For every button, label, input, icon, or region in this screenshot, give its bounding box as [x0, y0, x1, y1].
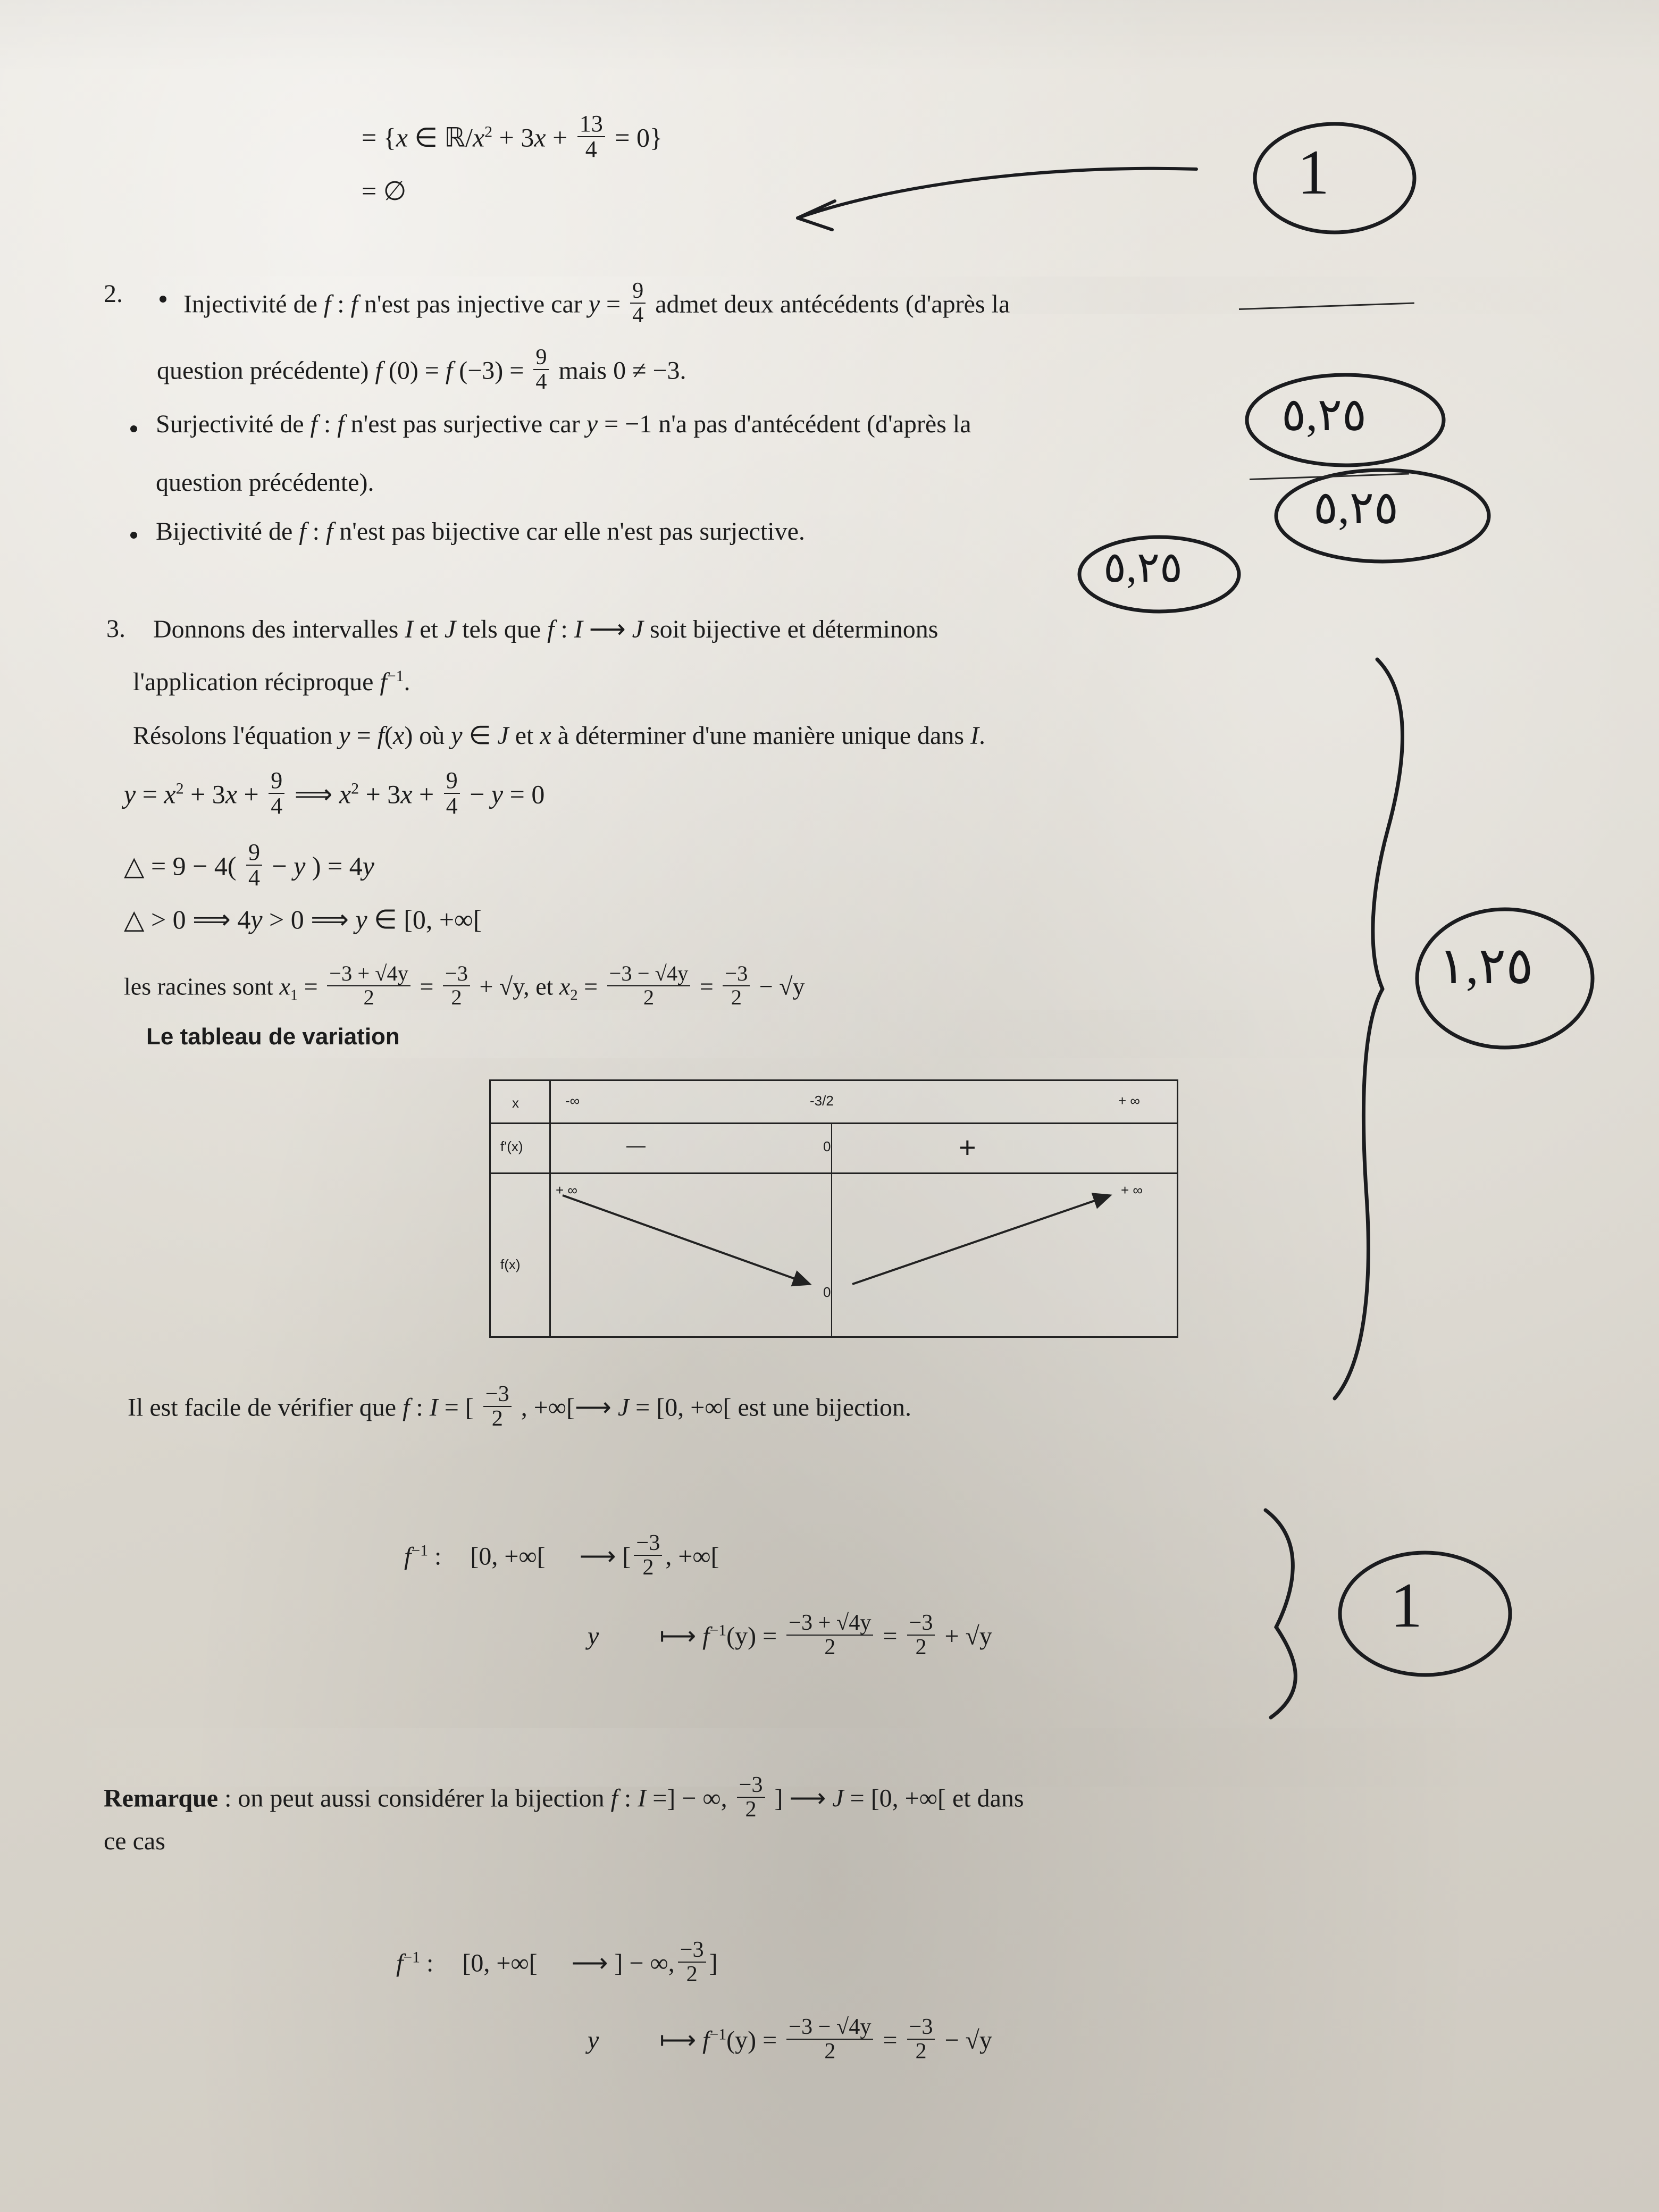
- frac-num: −3: [445, 961, 468, 985]
- f-symbol-2: f: [337, 410, 345, 438]
- arrow: ⟶: [571, 1949, 608, 1978]
- arrow: ⟶: [589, 615, 626, 643]
- grade-mark-2: ٥,٢٥: [1281, 389, 1367, 440]
- plus-sqrt-y: + √y,: [479, 973, 530, 1000]
- f-symbol: f: [299, 517, 306, 546]
- frac-9-4: [630, 279, 646, 328]
- surjectivity-line1: [156, 409, 971, 439]
- plusb: +: [419, 779, 434, 809]
- frac-den: 2: [483, 1406, 512, 1430]
- frac-minus3-2: [678, 1938, 706, 1987]
- eq3: =: [584, 973, 598, 1000]
- frac-den: 2: [723, 985, 750, 1009]
- empty-set-line: = ∅: [362, 176, 407, 206]
- and: et: [420, 615, 438, 643]
- frac-minus3-2: [634, 1531, 662, 1580]
- frac-13-4: [577, 112, 605, 162]
- text-b: soit bijective et déterminons: [649, 615, 939, 643]
- set-J2: J: [632, 615, 643, 643]
- x-value-plus-infinity: + ∞: [1118, 1093, 1140, 1109]
- remark-text-b: = [0, +∞[ et dans: [850, 1784, 1024, 1813]
- bijection-verification-line: [128, 1382, 911, 1431]
- interval-close-arrow: ] ⟶: [774, 1784, 826, 1813]
- var-y2: y: [491, 779, 504, 809]
- exp-2: 2: [484, 123, 493, 141]
- set-open: = {: [362, 122, 396, 153]
- frac-num: 9: [271, 767, 283, 793]
- plus3b: + 3: [365, 779, 401, 809]
- mapsto-arrow: ⟼: [659, 2026, 697, 2055]
- colon: :: [416, 1393, 423, 1422]
- sub-1: 1: [290, 987, 298, 1004]
- text-a: Donnons des intervalles: [153, 615, 399, 643]
- roots-label: les racines sont: [124, 973, 274, 1000]
- tail-sqrt: + √y: [944, 1622, 992, 1650]
- grade-mark-3: ٥,٢٥: [1313, 482, 1399, 533]
- eq: =: [883, 1622, 898, 1650]
- variation-table-title: Le tableau de variation: [146, 1024, 400, 1050]
- remark-label: Remarque: [104, 1784, 219, 1813]
- f-symbol-2: f: [350, 290, 358, 319]
- frac-num: 9: [535, 345, 547, 370]
- injectivity-line1: [183, 279, 1010, 328]
- frac-den: 2: [786, 2039, 873, 2063]
- grade-mark-6: 1: [1390, 1570, 1422, 1640]
- injectivity-text: n'est pas injective car: [364, 290, 582, 319]
- reciprocal-text: l'application réciproque: [133, 668, 374, 696]
- colon: :: [426, 1949, 434, 1978]
- frac-num: −3 − √4y: [789, 2014, 872, 2039]
- frac-den: 2: [607, 985, 691, 1009]
- eq: =: [304, 973, 318, 1000]
- variation-arrows: [491, 1081, 1177, 1336]
- implies: ⟹: [294, 779, 333, 809]
- eq2: =: [420, 973, 434, 1000]
- finv-block2-line2: [588, 2015, 992, 2064]
- frac-num: −3: [485, 1381, 509, 1406]
- text-unique: à déterminer d'une manière unique dans: [557, 722, 965, 750]
- frac-9-4: [246, 840, 262, 890]
- var-y: y: [588, 2026, 599, 2055]
- var-y: y: [124, 779, 136, 809]
- surjectivity-line2: question précédente).: [156, 468, 374, 497]
- injectivity-line2: [157, 346, 686, 394]
- frac-den: 4: [630, 303, 646, 327]
- minus: −: [470, 779, 485, 809]
- f-symbol: f: [403, 1393, 410, 1422]
- f-arg: (y) =: [726, 1622, 777, 1650]
- grade-mark-5: ١,٢٥: [1438, 937, 1534, 994]
- frac-den: 2: [907, 1635, 935, 1659]
- codomain-rest: ]: [709, 1949, 718, 1978]
- variation-table: [489, 1079, 1178, 1338]
- frac-root2: [607, 962, 691, 1009]
- exp-minus1: −1: [709, 2025, 727, 2043]
- frac-den: 2: [907, 2039, 935, 2063]
- frac-num: −3: [636, 1530, 660, 1555]
- plus: +: [244, 779, 259, 809]
- plus: +: [552, 122, 568, 153]
- set-J: J: [832, 1784, 844, 1813]
- f-value-right-infinity: + ∞: [1121, 1182, 1143, 1198]
- equals-zero: = 0: [509, 779, 545, 809]
- var-x4: x: [400, 779, 413, 809]
- period: .: [979, 722, 986, 750]
- interval: ∈ [0, +∞[: [374, 904, 482, 934]
- fprime-zero: 0: [823, 1138, 831, 1154]
- eq: =: [356, 722, 371, 750]
- row-label-f: f(x): [500, 1256, 521, 1272]
- var-x: x: [164, 779, 176, 809]
- finv-block2-line1: [396, 1938, 718, 1987]
- tail-sqrt: − √y: [944, 2026, 992, 2055]
- var-y: y: [586, 410, 598, 438]
- frac-den: 4: [533, 369, 549, 393]
- domain: [0, +∞[: [470, 1542, 546, 1571]
- colon: :: [312, 517, 320, 546]
- f-symbol: f: [380, 668, 387, 696]
- frac-den: 2: [786, 1635, 873, 1659]
- frac-num: −3 − √4y: [609, 961, 689, 985]
- var-x2: x: [225, 779, 238, 809]
- frac-num: −3: [739, 1772, 763, 1797]
- var-y2: y: [451, 722, 463, 750]
- set-I: I: [970, 722, 979, 750]
- row-label-x: x: [512, 1095, 519, 1111]
- var-x1: x: [279, 973, 290, 1000]
- paper-shadow: [0, 0, 1659, 74]
- delta-symbol: △: [124, 851, 145, 881]
- strikethrough-mark: [1239, 302, 1414, 310]
- fprime-sign-negative: —: [626, 1134, 646, 1156]
- resolvons: Résolons l'équation: [133, 722, 333, 750]
- f-symbol: f: [323, 290, 331, 319]
- text-b: = [0, +∞[ est une bijection.: [635, 1393, 912, 1422]
- frac-num: 9: [446, 767, 458, 793]
- f-symbol: f: [396, 1949, 404, 1978]
- frac-expr: [786, 1611, 873, 1660]
- exp-2: 2: [175, 780, 184, 798]
- frac-num: 9: [248, 839, 260, 865]
- var-x3: x: [339, 779, 351, 809]
- finv-block1-line1: [404, 1531, 719, 1580]
- gt-zero-implies: > 0 ⟹ 4: [150, 904, 251, 934]
- equation-delta-positive: [124, 904, 482, 935]
- equals: =: [606, 290, 621, 319]
- interval-open: = [: [444, 1393, 474, 1422]
- injectivity-text2: admet deux antécédents (d'après la: [655, 290, 1010, 319]
- codomain-open: [: [622, 1542, 631, 1571]
- frac-den: 2: [327, 985, 410, 1009]
- bijectivity-text: n'est pas bijective car elle n'est pas surjective.: [339, 517, 805, 546]
- exp-minus1: −1: [387, 667, 404, 685]
- frac-den: 4: [269, 793, 284, 818]
- var-x: x: [393, 722, 405, 750]
- equation-1: [124, 768, 544, 818]
- var-x2: x: [559, 973, 571, 1000]
- frac-num: −3: [680, 1937, 704, 1962]
- label-surjectivity: Surjectivité de: [156, 410, 304, 438]
- f-symbol-2: f: [325, 517, 333, 546]
- frac-9-4-b: [444, 768, 460, 818]
- bullet-icon: [130, 425, 137, 432]
- exp-2b: 2: [351, 780, 359, 798]
- remark-text-a: : on peut aussi considérer la bijection: [224, 1784, 605, 1813]
- var-y: y: [294, 851, 306, 881]
- eq4: =: [699, 973, 714, 1000]
- frac-num: −3: [909, 1610, 933, 1635]
- prev-question: question précédente): [157, 356, 369, 385]
- frac-num: −3: [909, 2014, 933, 2039]
- mapsto-arrow: ⟼: [659, 1622, 697, 1650]
- such-that: tels que: [462, 615, 541, 643]
- eq: =: [883, 2026, 898, 2055]
- codomain-rest: , +∞[: [665, 1542, 719, 1571]
- codomain-open: ] − ∞,: [614, 1949, 675, 1978]
- colon: :: [434, 1542, 442, 1571]
- f-of-0: (0) =: [388, 356, 439, 385]
- exp-minus1: −1: [709, 1621, 727, 1639]
- delta-symbol: △: [124, 904, 145, 934]
- strikethrough-mark: [1250, 473, 1409, 480]
- label-bijectivity: Bijectivité de: [156, 517, 293, 546]
- item3-line2: [133, 667, 410, 697]
- bullet-icon: [160, 296, 166, 303]
- var-x: x: [396, 122, 408, 153]
- eq: =: [142, 779, 157, 809]
- remark-line1: [104, 1773, 1024, 1822]
- frac-minus3-2b: [907, 2015, 935, 2064]
- f-value-left-infinity: + ∞: [556, 1182, 577, 1198]
- equation-discriminant: [124, 840, 374, 890]
- minus-sqrt-y: − √y: [759, 973, 805, 1000]
- paren-close-ou: ) où: [404, 722, 445, 750]
- frac-den: 4: [246, 865, 262, 890]
- frac-den: 2: [737, 1797, 765, 1821]
- frac-9-4: [269, 768, 284, 818]
- interval-open: =] − ∞,: [652, 1784, 727, 1813]
- equals-4: ) = 4: [312, 851, 363, 881]
- set-J: J: [617, 1393, 630, 1422]
- finv-block1-line2: [588, 1611, 992, 1660]
- set-I: I: [638, 1784, 647, 1813]
- var-y: y: [588, 1622, 599, 1650]
- frac-expr: [786, 2015, 873, 2064]
- f-symbol: f: [610, 1784, 618, 1813]
- item3-line1: [153, 614, 938, 644]
- f-symbol-4: f: [445, 356, 453, 385]
- exp-minus1: −1: [411, 1541, 428, 1560]
- roots-line: [124, 962, 805, 1009]
- var-x2: x: [472, 122, 485, 153]
- var-y2: y: [355, 904, 367, 934]
- expr-open: = 9 − 4(: [150, 851, 237, 881]
- var-y: y: [588, 290, 600, 319]
- frac-den: 2: [443, 985, 470, 1009]
- remark-line2: ce cas: [104, 1827, 165, 1855]
- f-symbol: f: [702, 2026, 710, 2055]
- var-x3: x: [534, 122, 546, 153]
- text-a: Il est facile de vérifier que: [128, 1393, 397, 1422]
- frac-num: 13: [579, 111, 603, 137]
- colon: :: [624, 1784, 632, 1813]
- minus: −: [272, 851, 287, 881]
- frac-minus3-2b: [907, 1611, 935, 1660]
- fprime-sign-positive: +: [959, 1130, 976, 1164]
- f-of-minus3: (−3) =: [459, 356, 524, 385]
- plus3: + 3: [499, 122, 534, 153]
- x-value-minus-3-2: -3/2: [810, 1093, 834, 1109]
- and: et: [515, 722, 534, 750]
- paren-open: (: [384, 722, 393, 750]
- frac-num: −3 + √4y: [329, 961, 408, 985]
- exp-minus1: −1: [403, 1948, 420, 1966]
- domain: [0, +∞[: [462, 1949, 538, 1978]
- frac-9-4-b: [533, 346, 549, 394]
- f-symbol: f: [547, 615, 555, 643]
- surjectivity-text2: = −1 n'a pas d'antécédent (d'après la: [604, 410, 971, 438]
- in-R: ∈ ℝ/: [414, 122, 473, 153]
- set-J: J: [497, 722, 509, 750]
- mais-0-neq: mais 0 ≠ −3.: [558, 356, 686, 385]
- frac-minus3-2b: [723, 962, 750, 1009]
- frac-minus3-2: [483, 1382, 512, 1431]
- colon: :: [337, 290, 345, 319]
- and: et: [535, 973, 554, 1000]
- frac-den: 2: [678, 1962, 706, 1986]
- frac-den: 2: [634, 1555, 662, 1579]
- frac-num: −3 + √4y: [789, 1610, 872, 1635]
- item-3-number: 3.: [106, 615, 125, 643]
- set-J: J: [444, 615, 456, 643]
- arrow: ⟶: [579, 1542, 616, 1571]
- var-y: y: [339, 722, 350, 750]
- grade-mark-4: ٥,٢٥: [1103, 544, 1183, 591]
- f-symbol: f: [404, 1542, 412, 1571]
- f-symbol: f: [702, 1622, 710, 1650]
- row-label-fprime: f'(x): [500, 1138, 523, 1154]
- grade-mark-1: 1: [1297, 137, 1329, 207]
- surjectivity-text: n'est pas surjective car: [350, 410, 580, 438]
- bullet-icon: [130, 532, 137, 539]
- f-symbol-3: f: [375, 356, 382, 385]
- set-I2: I: [574, 615, 583, 643]
- var-x2: x: [540, 722, 551, 750]
- bijectivity-line: [156, 517, 805, 546]
- set-definition-line: [362, 112, 663, 162]
- frac-minus3-2: [443, 962, 470, 1009]
- set-I: I: [405, 615, 414, 643]
- label-injectivity: Injectivité de: [183, 290, 317, 319]
- var-y2: y: [362, 851, 374, 881]
- frac-minus3-2: [737, 1773, 765, 1822]
- item3-line3: [133, 720, 985, 750]
- colon: :: [560, 615, 568, 643]
- frac-root1: [327, 962, 410, 1009]
- set-I: I: [429, 1393, 438, 1422]
- gt-zero-implies2: > 0 ⟹: [269, 904, 349, 934]
- frac-num: −3: [725, 961, 748, 985]
- item-2-number: 2.: [104, 280, 123, 308]
- var-y: y: [250, 904, 263, 934]
- interval-rest: , +∞[⟶: [521, 1393, 611, 1422]
- f-symbol: f: [377, 722, 385, 750]
- sub-2: 2: [570, 987, 578, 1004]
- f-arg: (y) =: [726, 2026, 777, 2055]
- frac-den: 4: [577, 136, 605, 162]
- f-symbol: f: [310, 410, 317, 438]
- period: .: [404, 668, 410, 696]
- equals-zero-close: = 0}: [615, 122, 663, 153]
- x-value-minus-infinity: -∞: [565, 1093, 580, 1109]
- frac-num: 9: [632, 278, 644, 303]
- f-value-minimum: 0: [823, 1284, 831, 1300]
- plus3: + 3: [190, 779, 225, 809]
- frac-den: 4: [444, 793, 460, 818]
- in: ∈: [468, 722, 491, 750]
- colon: :: [323, 410, 331, 438]
